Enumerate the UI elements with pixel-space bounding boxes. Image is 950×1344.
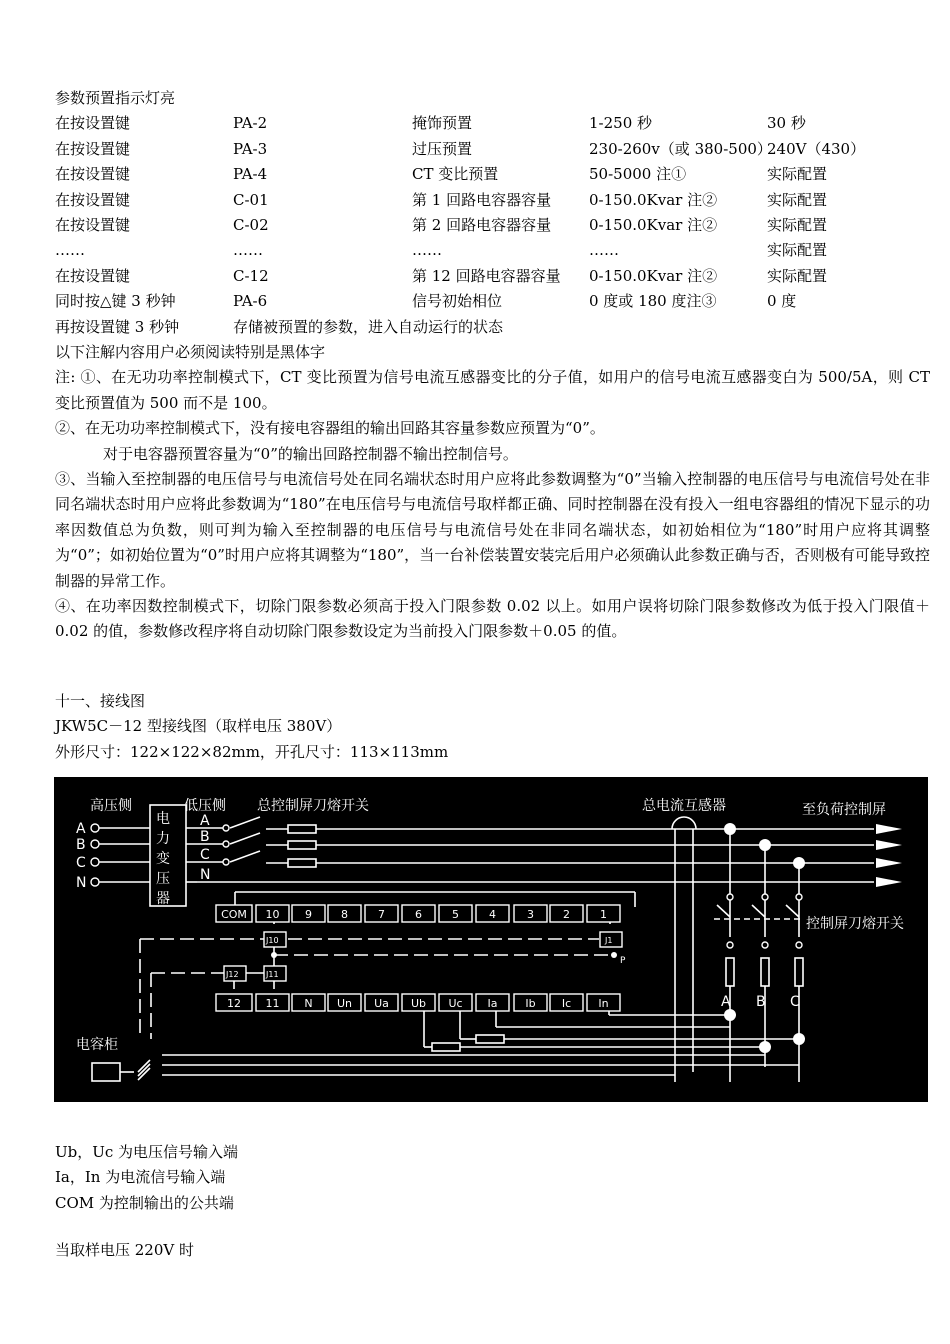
param-cell: 实际配置 <box>767 241 828 260</box>
param-cell: 实际配置 <box>767 165 828 184</box>
capacitor-symbol <box>92 1063 120 1081</box>
bottom-terminal-label: Uc <box>448 997 463 1010</box>
fuse-label-b: B <box>756 994 766 1010</box>
param-row <box>55 137 930 162</box>
transformer-char-1: 电 <box>156 811 170 827</box>
store-row <box>55 315 930 340</box>
param-cell: …… <box>233 241 263 260</box>
param-cell: 30 秒 <box>767 114 806 133</box>
top-terminal-label: 2 <box>563 908 570 921</box>
label-to-load: 至负荷控制屏 <box>802 802 886 818</box>
relay-label-j11: J11 <box>266 970 279 979</box>
param-cell: 掩饰预置 <box>412 114 473 133</box>
phase-out-n: N <box>200 867 211 883</box>
legend-block <box>55 1140 238 1264</box>
top-terminal-label: 8 <box>341 908 348 921</box>
bottom-terminal-label: Ub <box>410 997 427 1010</box>
note-2: ②、在无功功率控制模式下，没有接电容器组的输出回路其容量参数应预置为“0”。 <box>55 419 605 438</box>
label-p: P <box>620 956 626 966</box>
top-terminal-label: 9 <box>305 908 312 921</box>
param-cell: 实际配置 <box>767 215 828 234</box>
phase-in-a: A <box>76 821 86 837</box>
param-cell: 0 度或 180 度注③ <box>589 292 717 311</box>
param-cell: 0-150.0Kvar 注② <box>589 215 718 234</box>
phase-in-c: C <box>76 855 86 871</box>
phase-out-c: C <box>200 847 210 863</box>
param-cell: 在按设置键 <box>55 139 131 158</box>
legend-line: Ub，Uc 为电压信号输入端 <box>55 1143 239 1161</box>
param-cell: 50-5000 注① <box>589 165 687 184</box>
top-terminal-label: 5 <box>452 908 459 921</box>
param-cell: 第 12 回路电容器容量 <box>412 266 561 285</box>
param-cell: C-01 <box>233 190 269 209</box>
param-row <box>55 188 930 213</box>
legend-line: Ia，In 为电流信号输入端 <box>55 1168 226 1187</box>
param-cell: 0 度 <box>767 292 797 311</box>
transformer-char-2: 力 <box>156 831 170 847</box>
param-cell: 同时按△键 3 秒钟 <box>55 292 176 311</box>
top-terminal-label: 7 <box>378 908 385 921</box>
legend-line: COM 为控制输出的公共端 <box>55 1193 234 1212</box>
fuse-label-c: C <box>790 994 800 1010</box>
store-action: 再按设置键 3 秒钟 <box>55 317 180 336</box>
param-cell: 过压预置 <box>412 139 473 158</box>
param-cell: 0-150.0Kvar 注② <box>589 266 718 285</box>
intro-line: 参数预置指示灯亮 <box>55 89 176 107</box>
param-cell: 在按设置键 <box>55 114 131 133</box>
fuse-label-a: A <box>721 994 731 1010</box>
wiring-diagram-svg <box>54 777 928 1102</box>
dimensions-text: 外形尺寸：122×122×82mm，开孔尺寸：113×113mm <box>55 742 449 761</box>
bottom-terminal-label: In <box>598 997 609 1010</box>
note-3: ③、当输入至控制器的电压信号与电流信号处在同名端状态时用户应将此参数调整为“0”当输入控制器的电压信号与电流信号处在非同名端状态时用户应将此参数调为“180”在电压信号与电流信号取样都正确、同时控制器在没有投入一组电容器组的情况下显示的功率因数值总为负数，则可判为输入至控制器的电压信号与电流信号处在非同名端状态，如初始相位为“180”时用户应将其调整为“0”；如初始位置为“0”时用户应将其调整为“180”，当一台补偿装置安装完后用户必须确认此参数正确与否，否则极有可能导致控制器的异常工作。 <box>55 469 930 590</box>
param-row <box>55 213 930 238</box>
param-cell: 1-250 秒 <box>589 114 653 133</box>
label-fuse-switch: 控制屏刀熔开关 <box>806 916 904 932</box>
document-body <box>55 86 930 765</box>
param-cell: 在按设置键 <box>55 190 131 209</box>
bottom-terminal-label: Ic <box>561 997 572 1010</box>
param-cell: 第 2 回路电容器容量 <box>412 215 552 234</box>
bottom-terminal-label: Un <box>336 997 353 1010</box>
param-row <box>55 264 930 289</box>
param-cell: …… <box>412 241 442 260</box>
top-terminal-label: 6 <box>415 908 422 921</box>
param-cell: 0-150.0Kvar 注② <box>589 190 718 209</box>
label-capacitor-cabinet: 电容柜 <box>76 1037 118 1053</box>
section-title: 十一、接线图 <box>55 691 146 710</box>
param-row <box>55 289 930 314</box>
relay-label-j10: J10 <box>266 936 279 945</box>
phase-in-b: B <box>76 837 86 853</box>
diagram-title: JKW5C－12 型接线图（取样电压 380V） <box>55 717 342 736</box>
param-row <box>55 238 930 263</box>
phase-out-b: B <box>200 829 210 845</box>
bottom-terminal-label: Ib <box>525 997 536 1010</box>
bottom-terminal-label: 12 <box>227 997 241 1010</box>
param-cell: C-12 <box>233 266 269 285</box>
param-cell: C-02 <box>233 215 269 234</box>
param-cell: CT 变比预置 <box>412 165 499 184</box>
transformer-char-3: 变 <box>156 851 170 867</box>
label-main-ct: 总电流互感器 <box>642 798 726 814</box>
parameter-table <box>55 111 930 314</box>
param-cell: …… <box>589 241 619 260</box>
bottom-terminal-label: 11 <box>265 997 280 1010</box>
param-cell: 实际配置 <box>767 190 828 209</box>
label-low-side: 低压侧 <box>184 798 226 814</box>
param-cell: 信号初始相位 <box>412 292 503 311</box>
final-line: 当取样电压 220V 时 <box>55 1241 194 1260</box>
param-cell: 在按设置键 <box>55 266 131 285</box>
phase-in-n: N <box>76 875 87 891</box>
relay-label-j12: J12 <box>226 970 239 979</box>
top-terminal-label: 4 <box>489 908 496 921</box>
note-4: ④、在功率因数控制模式下，切除门限参数必须高于投入门限参数 0.02 以上。如用户误将切除门限参数修改为低于投入门限值＋0.02 的值，参数修改程序将自动切除门限参数设定为当前投入门限参数＋0.05 的值。 <box>55 596 930 641</box>
top-terminal-label: 1 <box>600 908 607 921</box>
store-desc: 存储被预置的参数，进入自动运行的状态 <box>233 317 504 336</box>
param-cell: 240V（430） <box>767 139 866 158</box>
param-cell: …… <box>55 241 85 260</box>
bottom-terminal-label: N <box>304 997 313 1010</box>
param-cell: 实际配置 <box>767 266 828 285</box>
top-terminal-label: COM <box>221 908 247 921</box>
notes-heading: 以下注解内容用户必须阅读特别是黑体字 <box>55 342 326 361</box>
note-2b: 对于电容器预置容量为“0”的输出回路控制器不输出控制信号。 <box>103 444 518 463</box>
param-cell: PA-2 <box>233 114 268 133</box>
relay-label-j1: J1 <box>605 936 613 945</box>
param-cell: 在按设置键 <box>55 215 131 234</box>
transformer-char-4: 压 <box>156 871 170 887</box>
param-cell: PA-6 <box>233 292 268 311</box>
top-terminal-label: 3 <box>527 908 534 921</box>
transformer-char-5: 器 <box>156 891 170 907</box>
note-1: 注: ①、在无功功率控制模式下，CT 变比预置为信号电流互感器变比的分子值，如用户的信号电流互感器变白为 500/5A，则 CT 变比预置值为 500 而不是 100。 <box>55 368 930 412</box>
bottom-terminal-label: Ia <box>487 997 498 1010</box>
wiring-diagram <box>54 777 928 1102</box>
param-cell: 230-260v（或 380-500） <box>589 139 772 158</box>
param-cell: 在按设置键 <box>55 165 131 184</box>
phase-out-a: A <box>200 813 210 829</box>
label-main-fuse: 总控制屏刀熔开关 <box>257 798 369 814</box>
param-row <box>55 111 930 136</box>
bottom-terminal-label: Ua <box>374 997 389 1010</box>
label-high-side: 高压侧 <box>90 798 132 814</box>
top-terminal-label: 10 <box>265 908 280 921</box>
param-cell: PA-3 <box>233 139 268 158</box>
param-cell: PA-4 <box>233 165 268 184</box>
param-row <box>55 162 930 187</box>
param-cell: 第 1 回路电容器容量 <box>412 190 552 209</box>
